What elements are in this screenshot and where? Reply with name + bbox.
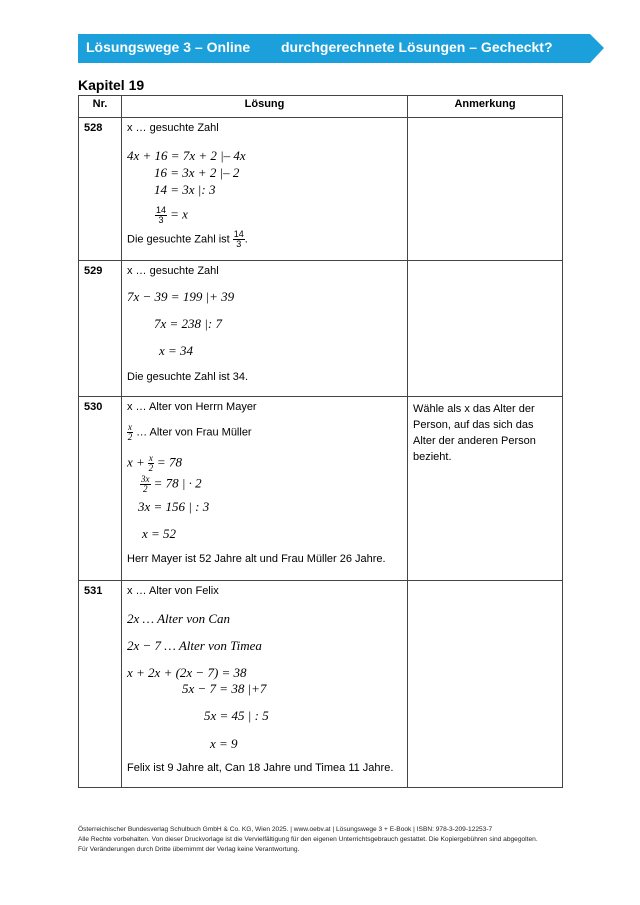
solution-line: 4x + 16 = 7x + 2 |– 4x	[127, 148, 246, 163]
solution-line: $\frac{3x}{2}$ = 78 | · 2	[141, 474, 202, 494]
fraction: $\frac{3x}{2}$	[141, 474, 150, 494]
fraction: $\frac{14}{3}$	[233, 229, 244, 249]
solution-line: x = 9	[210, 736, 238, 751]
solution-line: Herr Mayer ist 52 Jahre alt und Frau Müller 26 Jahre.	[127, 553, 386, 565]
fraction: $\frac{14}{3}$	[156, 205, 167, 225]
row-number: 528	[79, 118, 122, 261]
footer-line: Für Veränderungen durch Dritte übernimmt der Verlag keine Verantwortung.	[78, 846, 300, 853]
header-nr: Nr.	[79, 96, 122, 118]
solution-cell	[122, 581, 408, 788]
solution-line: 7x − 39 = 199 |+ 39	[127, 289, 235, 304]
solution-line: 2x − 7 … Alter von Timea	[127, 638, 262, 653]
solution-line: 14 = 3x |: 3	[154, 182, 216, 197]
note-cell	[408, 581, 563, 788]
solution-line: 5x = 45 | : 5	[204, 708, 269, 723]
solution-line: x = 52	[142, 526, 177, 541]
solution-line: 16 = 3x + 2 |– 2	[154, 165, 240, 180]
solution-line: 3x = 156 | : 3	[138, 499, 210, 514]
header-loesung: Lösung	[122, 96, 408, 118]
solution-line: Felix ist 9 Jahre alt, Can 18 Jahre und Timea 11 Jahre.	[127, 762, 394, 774]
table-header-row	[79, 96, 563, 118]
solution-line: x + 2x + (2x − 7) = 38	[127, 665, 247, 680]
table-row	[79, 261, 563, 397]
note-cell	[408, 397, 563, 581]
solution-line: x … gesuchte Zahl	[127, 122, 219, 134]
solution-line: x … gesuchte Zahl	[127, 265, 219, 277]
table-row	[79, 397, 563, 581]
solution-line: 7x = 238 |: 7	[154, 316, 222, 331]
solution-line: Die gesuchte Zahl ist 34.	[127, 371, 249, 383]
page-footer	[78, 825, 538, 855]
note-cell	[408, 118, 563, 261]
solution-cell	[122, 261, 408, 397]
solution-cell	[122, 118, 408, 261]
solution-line: $\frac{14}{3}$ = x	[156, 205, 188, 225]
note-text: Wähle als x das Alter der Person, auf das sich das Alter der anderen Person bezieht.	[413, 403, 536, 463]
header-left-title: Lösungswege 3 – Online	[86, 39, 251, 55]
solution-line: 2x … Alter von Can	[127, 611, 231, 626]
footer-line: Österreichischer Bundesverlag Schulbuch GmbH & Co. KG, Wien 2025. | www.oebv.at | Lösungswege 3 + E-Book | ISBN: 978-3-209-12253-7	[78, 826, 493, 833]
footer-line: Alle Rechte vorbehalten. Von dieser Druckvorlage ist die Vervielfältigung für den eigenen Unterrichtsgebrauch gestattet. Die Kopiergebühren sind abgegolten.	[78, 836, 538, 843]
solution-line: x … Alter von Felix	[127, 585, 219, 597]
solution-line: x = 34	[159, 343, 194, 358]
header-banner	[78, 34, 604, 63]
row-number: 530	[79, 397, 122, 581]
row-number: 531	[79, 581, 122, 788]
solutions-table	[78, 95, 563, 788]
solution-line: 5x − 7 = 38 |+7	[182, 681, 267, 696]
solution-line: x … Alter von Herrn Mayer	[127, 401, 257, 413]
solution-line: x + $\frac{x}{2}$ = 78	[127, 453, 182, 473]
table-row	[79, 118, 563, 261]
fraction: $\frac{x}{2}$	[148, 453, 154, 473]
chapter-title: Kapitel 19	[78, 77, 145, 93]
solution-cell	[122, 397, 408, 581]
row-number: 529	[79, 261, 122, 397]
solution-line: Die gesuchte Zahl ist $\frac{14}{3}$ .	[127, 229, 248, 249]
header-anmerkung: Anmerkung	[408, 96, 563, 118]
note-cell	[408, 261, 563, 397]
fraction: $\frac{x}{2}$	[127, 422, 133, 442]
header-right-title: durchgerechnete Lösungen – Gecheckt?	[281, 39, 553, 55]
solution-line: $\frac{x}{2}$ … Alter von Frau Müller	[127, 422, 252, 442]
table-row	[79, 581, 563, 788]
